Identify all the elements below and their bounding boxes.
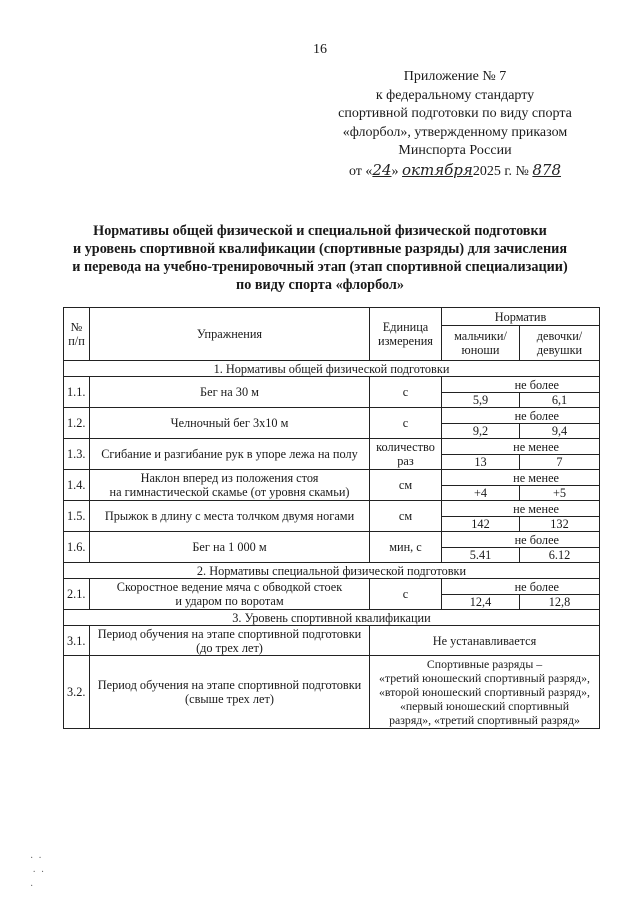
row-unit: с [370, 408, 442, 439]
row-num: 1.2. [64, 408, 90, 439]
table-row [64, 579, 600, 595]
date-prefix: от « [348, 163, 373, 179]
header-exercise: Упражнения [90, 308, 370, 361]
scan-artifact-dots: · · · · · [30, 853, 45, 892]
row-exercise: Сгибание и разгибание рук в упоре лежа на полу [90, 439, 370, 470]
row-boys-value: 9,2 [442, 424, 520, 439]
table-row [64, 470, 600, 486]
row-qualifier: не менее [442, 501, 600, 517]
row-exercise: Скоростное ведение мяча с обводкой стоек и ударом по воротам [90, 579, 370, 610]
header-unit: Единица измерения [370, 308, 442, 361]
row-unit: см [370, 470, 442, 501]
row-exercise: Период обучения на этапе спортивной подготовки (до трех лет) [90, 626, 370, 656]
date-day: 24 [372, 160, 392, 179]
title-line-4: по виду спорта «флорбол» [236, 277, 404, 293]
row-exercise: Бег на 30 м [90, 377, 370, 408]
date-mid: » [391, 163, 399, 179]
page-number: 16 [313, 42, 327, 57]
document-title [40, 222, 600, 294]
table-row [64, 656, 600, 729]
norms-table [63, 307, 600, 729]
header-norm: Норматив [442, 308, 600, 326]
title-line-2: и уровень спортивной квалификации (спортивные разряды) для зачисления [72, 241, 567, 257]
row-girls-value: 6,1 [520, 393, 600, 408]
row-girls-value: 9,4 [520, 424, 600, 439]
table-row [64, 532, 600, 548]
section-1-heading: 1. Нормативы общей физической подготовки [64, 361, 600, 377]
row-qualifier: не более [442, 532, 600, 548]
appendix-line-3: «флорбол», утвержденному приказом [342, 124, 568, 140]
row-boys-value: 142 [442, 517, 520, 532]
row-num: 1.3. [64, 439, 90, 470]
section-3-heading: 3. Уровень спортивной квалификации [64, 610, 600, 626]
row-qualifier: не более [442, 408, 600, 424]
row-boys-value: 5.41 [442, 548, 520, 563]
row-exercise: Челночный бег 3х10 м [90, 408, 370, 439]
row-exercise: Бег на 1 000 м [90, 532, 370, 563]
row-unit: количество раз [370, 439, 442, 470]
table-row [64, 501, 600, 517]
row-num: 1.5. [64, 501, 90, 532]
row-qualification-value: Спортивные разряды – «третий юношеский спортивный разряд», «второй юношеский спортивный разряд», «первый юношеский спортивный разряд», «третий спортивный разряд» [370, 656, 600, 729]
row-num: 2.1. [64, 579, 90, 610]
header-num: № п/п [64, 308, 90, 361]
row-unit: см [370, 501, 442, 532]
table-row [64, 377, 600, 393]
row-exercise: Наклон вперед из положения стоя на гимнастической скамье (от уровня скамьи) [90, 470, 370, 501]
row-exercise: Прыжок в длину с места толчком двумя ногами [90, 501, 370, 532]
header-boys: мальчики/ юноши [442, 326, 520, 361]
title-line-3: и перевода на учебно-тренировочный этап (этап спортивной специализации) [72, 259, 568, 275]
date-month: октября [402, 160, 473, 179]
table-row [64, 408, 600, 424]
row-num: 1.1. [64, 377, 90, 408]
appendix-line-4: Минспорта России [398, 143, 512, 158]
row-boys-value: 12,4 [442, 595, 520, 610]
row-qualifier: не более [442, 377, 600, 393]
row-unit: с [370, 377, 442, 408]
row-unit: с [370, 579, 442, 610]
row-qualifier: не менее [442, 470, 600, 486]
appendix-line-1: к федеральному стандарту [375, 87, 535, 103]
row-girls-value: 132 [520, 517, 600, 532]
row-girls-value: +5 [520, 486, 600, 501]
row-num: 1.4. [64, 470, 90, 501]
appendix-line-2: спортивной подготовки по виду спорта [338, 106, 572, 121]
row-qualification-value: Не устанавливается [370, 626, 600, 656]
row-qualifier: не более [442, 579, 600, 595]
row-girls-value: 6.12 [520, 548, 600, 563]
row-num: 3.2. [64, 656, 90, 729]
row-unit: мин, с [370, 532, 442, 563]
appendix-header [305, 68, 605, 181]
row-boys-value: +4 [442, 486, 520, 501]
row-boys-value: 5,9 [442, 393, 520, 408]
order-number: 878 [532, 160, 562, 179]
table-row [64, 439, 600, 455]
row-boys-value: 13 [442, 455, 520, 470]
title-line-1: Нормативы общей физической и специальной физической подготовки [93, 223, 547, 239]
appendix-date-line [305, 161, 605, 182]
header-girls: девочки/ девушки [520, 326, 600, 361]
row-girls-value: 7 [520, 455, 600, 470]
section-2-heading: 2. Нормативы специальной физической подготовки [64, 563, 600, 579]
row-girls-value: 12,8 [520, 595, 600, 610]
row-qualifier: не менее [442, 439, 600, 455]
date-year: 2025 г. № [472, 163, 529, 179]
appendix-title: Приложение № 7 [403, 69, 507, 84]
table-row [64, 626, 600, 656]
row-exercise: Период обучения на этапе спортивной подготовки (свыше трех лет) [90, 656, 370, 729]
row-num: 1.6. [64, 532, 90, 563]
row-num: 3.1. [64, 626, 90, 656]
